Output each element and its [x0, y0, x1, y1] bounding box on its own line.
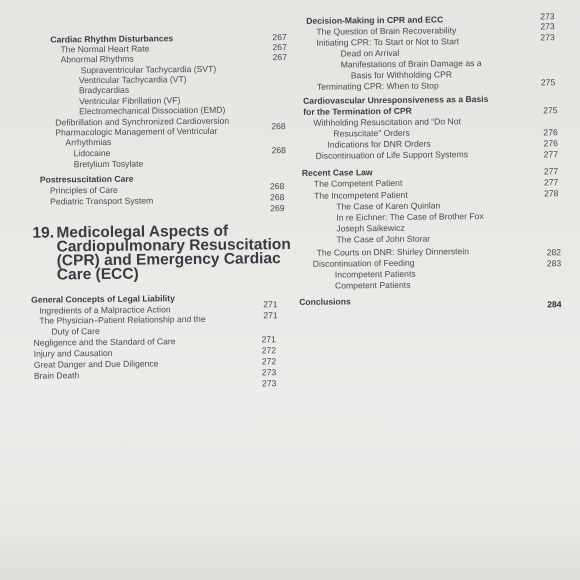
- toc-heading-cardiovascular: Cardiovascular Unresponsiveness as a Basis: [303, 93, 489, 106]
- toc-page-number: 267: [272, 32, 287, 43]
- toc-page-number: 284: [547, 299, 562, 310]
- toc-heading-cardiac-rhythm: Cardiac Rhythm Disturbances: [50, 33, 174, 45]
- toc-entry: Electromechanical Dissociation (EMD): [79, 104, 226, 117]
- toc-entry: Abnormal Rhythms: [60, 53, 134, 65]
- toc-entry: Manifestations of Brain Damage as a: [340, 57, 482, 70]
- toc-entry: Ventricular Tachycardia (VT): [78, 74, 187, 86]
- toc-entry: The Normal Heart Rate: [60, 43, 150, 55]
- toc-page-number: 273: [540, 32, 555, 43]
- toc-entry: Indications for DNR Orders: [327, 138, 431, 150]
- toc-page-number: 275: [543, 105, 558, 116]
- toc-page-number: 271: [261, 334, 276, 345]
- toc-entry: The Competent Patient: [313, 177, 403, 189]
- toc-entry: Discontinuation of Life Support Systems: [315, 149, 469, 161]
- chapter-title-line: Medicolegal Aspects of: [56, 222, 229, 242]
- toc-page-number: 273: [261, 367, 277, 378]
- toc-entry: Ventricular Fibrillation (VF): [78, 95, 181, 107]
- toc-page-number: 273: [540, 21, 555, 32]
- toc-page-number: 271: [263, 299, 278, 310]
- toc-entry: Resuscitate” Orders: [333, 127, 410, 139]
- toc-page-number: 273: [261, 378, 277, 389]
- toc-heading-conclusions: Conclusions: [299, 296, 351, 307]
- toc-page-number: 267: [272, 42, 287, 53]
- toc-page-number: 275: [540, 77, 556, 88]
- toc-page-number: 271: [263, 310, 278, 321]
- toc-entry: The Courts on DNR: Shirley Dinnerstein: [316, 246, 470, 258]
- toc-entry: Discontinuation of Feeding: [312, 257, 415, 269]
- chapter-title-line: Cardiopulmonary Resuscitation: [56, 236, 291, 256]
- toc-entry: Pharmacologic Management of Ventricular: [55, 125, 218, 138]
- toc-entry: Terminating CPR: When to Stop: [316, 80, 439, 92]
- toc-entry: Competent Patients: [334, 279, 411, 291]
- toc-entry: Great Danger and Due Diligence: [33, 358, 159, 370]
- toc-entry: Joseph Saikewicz: [336, 222, 405, 234]
- toc-entry: Ingredients of a Malpractice Action: [39, 304, 171, 316]
- toc-page-number: 276: [543, 127, 558, 138]
- toc-page-number: 269: [270, 203, 285, 214]
- toc-page-number: 268: [269, 181, 285, 192]
- toc-entry: Dead on Arrival: [340, 47, 400, 59]
- toc-entry: The Case of Karen Quinlan: [336, 200, 441, 212]
- toc-entry: Supraventricular Tachycardia (SVT): [80, 63, 217, 76]
- toc-entry: Pediatric Transport System: [50, 195, 154, 207]
- toc-entry: The Physician–Patient Relationship and the: [39, 313, 206, 326]
- chapter-number: 19.: [32, 224, 55, 242]
- toc-heading-postresuscitation: Postresuscitation Care: [39, 173, 134, 185]
- toc-page-number: 278: [543, 188, 559, 199]
- toc-entry: Arrhythmias: [65, 136, 112, 148]
- toc-page-number: 268: [271, 121, 286, 132]
- toc-entry: In re Eichner: The Case of Brother Fox: [336, 210, 484, 223]
- page-bottom-shadow: [0, 520, 580, 580]
- toc-page-number: 267: [272, 52, 287, 63]
- toc-entry: Negligence and the Standard of Care: [33, 336, 176, 348]
- toc-entry: Lidocaine: [73, 147, 111, 159]
- toc-entry: Brain Death: [33, 370, 80, 381]
- toc-entry: Principles of Care: [49, 184, 118, 196]
- toc-heading-decision-making: Decision-Making in CPR and ECC: [306, 14, 444, 26]
- chapter-title-line: Care (ECC): [56, 265, 139, 284]
- toc-entry: Duty of Care: [51, 326, 100, 337]
- toc-entry: The Incompetent Patient: [313, 189, 408, 201]
- toc-entry: Initiating CPR: To Start or Not to Start: [316, 36, 460, 48]
- toc-entry: Bradycardias: [78, 84, 130, 96]
- toc-page-number: 282: [546, 247, 562, 258]
- toc-page-number: 272: [261, 356, 277, 367]
- toc-entry: Injury and Causation: [33, 347, 113, 359]
- toc-page-number: 273: [540, 11, 555, 22]
- toc-entry: Basis for Withholding CPR: [350, 69, 453, 81]
- toc-page-number: 277: [543, 177, 559, 188]
- toc-entry: Incompetent Patients: [334, 268, 416, 280]
- toc-heading-cardiovascular-cont: for the Termination of CPR: [303, 105, 412, 117]
- toc-entry: Defibrillation and Synchronized Cardioversion: [55, 115, 230, 128]
- toc-entry: Bretylium Tosylate: [73, 158, 144, 170]
- toc-page-number: 276: [543, 138, 558, 149]
- toc-entry: The Question of Brain Recoverability: [316, 25, 457, 37]
- toc-page-number: 283: [546, 258, 562, 269]
- toc-page-number: 268: [270, 192, 285, 203]
- toc-entry: Withholding Resuscitation and “Do Not: [313, 116, 461, 128]
- toc-page-number: 272: [261, 345, 277, 356]
- toc-page-number: 277: [543, 149, 559, 160]
- toc-entry: The Case of John Storar: [336, 233, 431, 245]
- toc-page-number: 277: [543, 166, 559, 177]
- toc-heading-legal-liability: General Concepts of Legal Liability: [31, 293, 175, 305]
- toc-heading-recent-case-law: Recent Case Law: [301, 167, 373, 178]
- toc-page-number: 268: [271, 145, 286, 156]
- chapter-title-line: (CPR) and Emergency Cardiac: [56, 250, 281, 270]
